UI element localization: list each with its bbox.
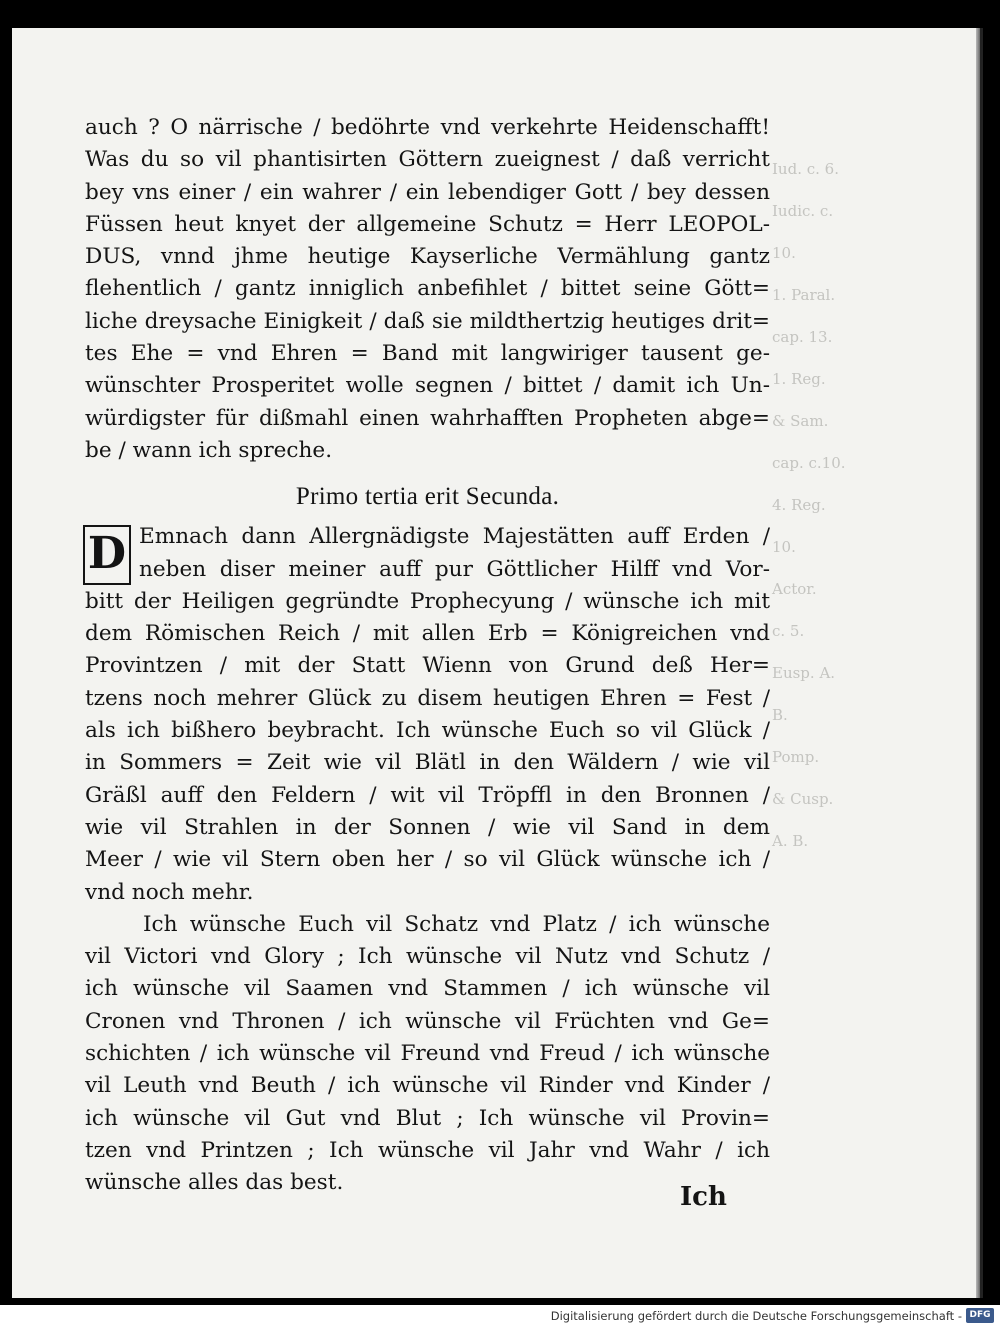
text-line: bey vns einer / ein wahrer / ein lebendiger Gott / bey dessen (85, 179, 770, 205)
bleed-through-line: 1. Reg. (772, 370, 826, 388)
text-line: vil Leuth vnd Beuth / ich wünsche vil Rinder vnd Kinder / (85, 1073, 770, 1099)
bleed-through-line: 1. Paral. (772, 286, 836, 304)
bleed-through-line: cap. 13. (772, 328, 833, 346)
funding-credit: Digitalisierung gefördert durch die Deutsche Forschungsgemeinschaft - (550, 1309, 962, 1323)
text-line: Cronen vnd Thronen / ich wünsche vil Früchten vnd Ge= (85, 1008, 770, 1034)
bleed-through-line: & Cusp. (772, 790, 834, 808)
bleed-through-line: Eusp. A. (772, 664, 836, 682)
bleed-through-line: Actor. (772, 580, 817, 598)
bleed-through-line: 10. (772, 538, 796, 556)
text-line: wünschter Prosperitet wolle segnen / bittet / damit ich Un- (85, 373, 770, 399)
text-line: tes Ehe = vnd Ehren = Band mit langwiriger tausent ge- (85, 341, 770, 367)
bleed-through-line: Iud. c. 6. (772, 160, 839, 178)
bleed-through-line: A. B. (772, 832, 809, 850)
paragraph-wishes (85, 521, 770, 909)
bleed-through-line: & Sam. (772, 412, 829, 430)
paragraph-list-of-wishes (85, 909, 770, 1200)
text-line: DUS, vnnd jhme heutige Kayserliche Vermählung gantz (85, 244, 770, 270)
bleed-through-line: cap. c.10. (772, 454, 846, 472)
dfg-logo: DFG (966, 1308, 994, 1323)
text-line: tzen vnd Printzen ; Ich wünsche vil Jahr vnd Wahr / ich (85, 1137, 770, 1163)
text-line: Füssen heut knyet der allgemeine Schutz = Herr LEOPOL- (85, 211, 770, 237)
text-line: neben diser meiner auff pur Göttlicher Hilff vnd Vor- (139, 556, 770, 582)
paragraph-intro (85, 112, 770, 467)
bleed-through-line: Iudic. c. (772, 202, 834, 220)
bleed-through-marginalia (772, 148, 972, 862)
section-heading: Primo tertia erit Secunda. (295, 483, 560, 511)
text-line: ich wünsche vil Saamen vnd Stammen / ich wünsche vil (85, 976, 770, 1002)
bleed-through-line: Pomp. (772, 748, 820, 766)
text-line: Was du so vil phantisirten Göttern zueignest / daß verricht (85, 147, 770, 173)
text-line: Ich wünsche Euch vil Schatz vnd Platz / ich wünsche (143, 911, 770, 937)
text-line: wie vil Strahlen in der Sonnen / wie vil Sand in dem (85, 814, 770, 840)
text-line: tzens noch mehrer Glück zu disem heutigen Ehren = Fest / (85, 685, 770, 711)
footer-bar (0, 1305, 1000, 1327)
bleed-through-line: 4. Reg. (772, 496, 826, 514)
text-line: auch ? O närrische / bedöhrte vnd verkehrte Heidenschafft! (85, 115, 770, 140)
text-line: dem Römischen Reich / mit allen Erb = Königreichen vnd (85, 621, 770, 647)
text-line: Meer / wie vil Stern oben her / so vil Glück wünsche ich / (85, 847, 770, 873)
text-line: Gräßl auff den Feldern / wit vil Tröpffl in den Bronnen / (85, 782, 770, 808)
text-line: wünsche alles das best. (85, 1170, 344, 1196)
text-line: würdigster für dißmahl einen wahrhafften Propheten abge= (85, 405, 770, 431)
text-line: be / wann ich spreche. (85, 437, 333, 463)
text-line: Provintzen / mit der Statt Wienn von Grund deß Her= (85, 653, 770, 679)
text-line: schichten / ich wünsche vil Freund vnd Freud / ich wünsche (85, 1041, 770, 1067)
text-line: ich wünsche vil Gut vnd Blut ; Ich wünsche vil Provin= (85, 1105, 770, 1131)
text-line: in Sommers = Zeit wie vil Blätl in den Wäldern / wie vil (85, 750, 770, 776)
text-line: flehentlich / gantz inniglich anbefihlet / bittet seine Gött= (85, 276, 770, 302)
text-line: bitt der Heiligen gegründte Prophecyung / wünsche ich mit (85, 588, 770, 614)
main-text (85, 112, 770, 1200)
text-line: Emnach dann Allergnädigste Majestätten auff Erden / (139, 524, 770, 550)
bleed-through-line: 10. (772, 244, 796, 262)
bleed-through-line: B. (772, 706, 788, 724)
text-line: als ich bißhero beybracht. Ich wünsche Euch so vil Glück / (85, 718, 770, 744)
catchword: Ich (680, 1182, 727, 1212)
drop-cap: D (83, 525, 131, 585)
text-line: vil Victori vnd Glory ; Ich wünsche vil Nutz vnd Schutz / (85, 944, 770, 970)
text-line: vnd noch mehr. (85, 879, 254, 905)
text-line: liche dreysache Einigkeit / daß sie mildthertzig heutiges drit= (85, 308, 770, 334)
bleed-through-line: c. 5. (772, 622, 805, 640)
